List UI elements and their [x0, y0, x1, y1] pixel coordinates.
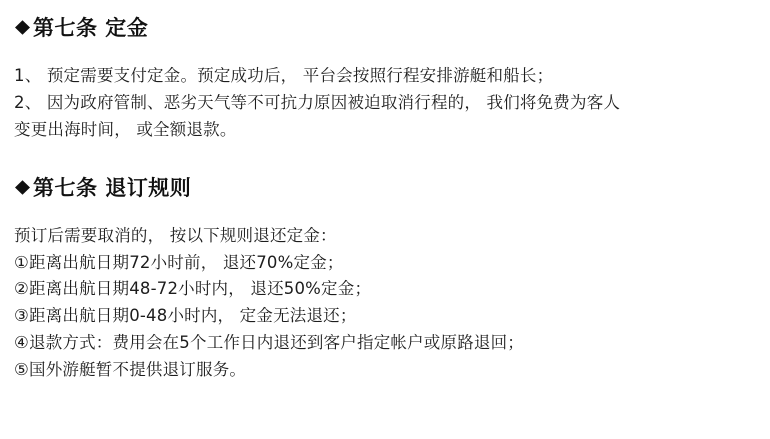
- section-refund-rules-heading: [14, 174, 756, 203]
- refund-line-5: ④退款方式：费用会在5个工作日内退还到客户指定帐户或原路退回；: [14, 332, 524, 352]
- deposit-line-1: 1、 预定需要支付定金。预定成功后， 平台会按照行程安排游艇和船长；: [14, 66, 554, 86]
- section-refund-rules-heading-text: 第七条 退订规则: [33, 175, 192, 200]
- refund-line-2: ①距离出航日期72小时前， 退还70%定金；: [14, 252, 344, 272]
- deposit-line-2: 2、 因为政府管制、恶劣天气等不可抗力原因被迫取消行程的， 我们将免费为客人: [14, 93, 621, 113]
- refund-line-1: 预订后需要取消的， 按以下规则退还定金：: [14, 225, 337, 245]
- diamond-icon: [14, 19, 31, 36]
- refund-line-4: ③距离出航日期0-48小时内， 定金无法退还；: [14, 306, 357, 326]
- section-deposit: [14, 14, 756, 144]
- section-deposit-heading-text: 第七条 定金: [33, 16, 149, 40]
- section-refund-rules: [14, 174, 756, 384]
- refund-line-6: ⑤国外游艇暂不提供退订服务。: [14, 359, 247, 379]
- section-refund-rules-body: [14, 223, 756, 383]
- section-deposit-heading: [14, 14, 756, 43]
- diamond-icon: [14, 179, 31, 196]
- deposit-line-3: 变更出海时间， 或全额退款。: [14, 119, 237, 139]
- refund-line-3: ②距离出航日期48-72小时内， 退还50%定金；: [14, 279, 372, 299]
- section-deposit-body: [14, 63, 756, 143]
